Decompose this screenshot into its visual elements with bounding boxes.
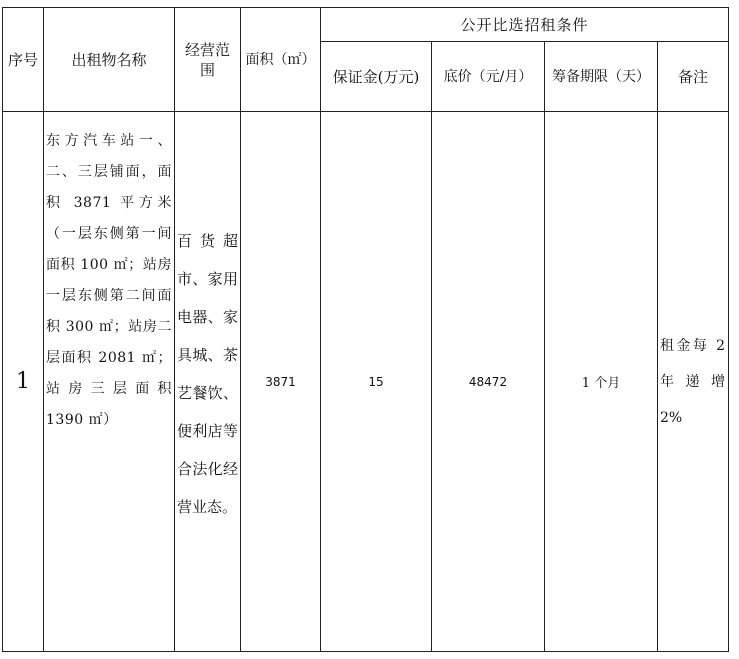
cell-scope-text: 百货超市、家用电器、家具城、茶艺餐饮、便利店等合法化经营业态。 [177, 232, 238, 516]
header-seq: 序号 [3, 8, 44, 112]
cell-scope [175, 112, 241, 652]
cell-seq: 1 [3, 112, 44, 652]
cell-name-text: 东方汽车站一、二、三层铺面，面积 3871 平方米（一层东侧第一间面积 100 ㎡；站房一层东侧第二间面积 300 ㎡；站房二层面积 2081 ㎡；站房三层面积 1390 ㎡） [46, 133, 172, 428]
cell-name [44, 112, 175, 652]
header-scope [175, 8, 241, 112]
cell-base-price: 48472 [432, 112, 545, 652]
table-row [3, 112, 729, 652]
rental-conditions-table [2, 7, 729, 652]
header-row-top [3, 8, 729, 42]
header-deposit-label: 保证金(万元) [332, 67, 420, 86]
header-prep-period: 筹备期限（天） [545, 42, 658, 112]
cell-remarks [658, 112, 729, 652]
header-name: 出租物名称 [44, 8, 175, 112]
header-group-conditions: 公开比选招租条件 [321, 8, 729, 42]
cell-deposit: 15 [321, 112, 432, 652]
header-base-price: 底价（元/月） [432, 42, 545, 112]
header-area: 面积（㎡） [241, 8, 321, 112]
cell-remarks-text: 租金每 2 年递增 2% [660, 337, 726, 426]
cell-area: 3871 [241, 112, 321, 652]
cell-prep-period: 1 个月 [545, 112, 658, 652]
header-deposit [321, 42, 432, 112]
header-remarks: 备注 [658, 42, 729, 112]
header-scope-label: 经营范围 [184, 40, 230, 79]
